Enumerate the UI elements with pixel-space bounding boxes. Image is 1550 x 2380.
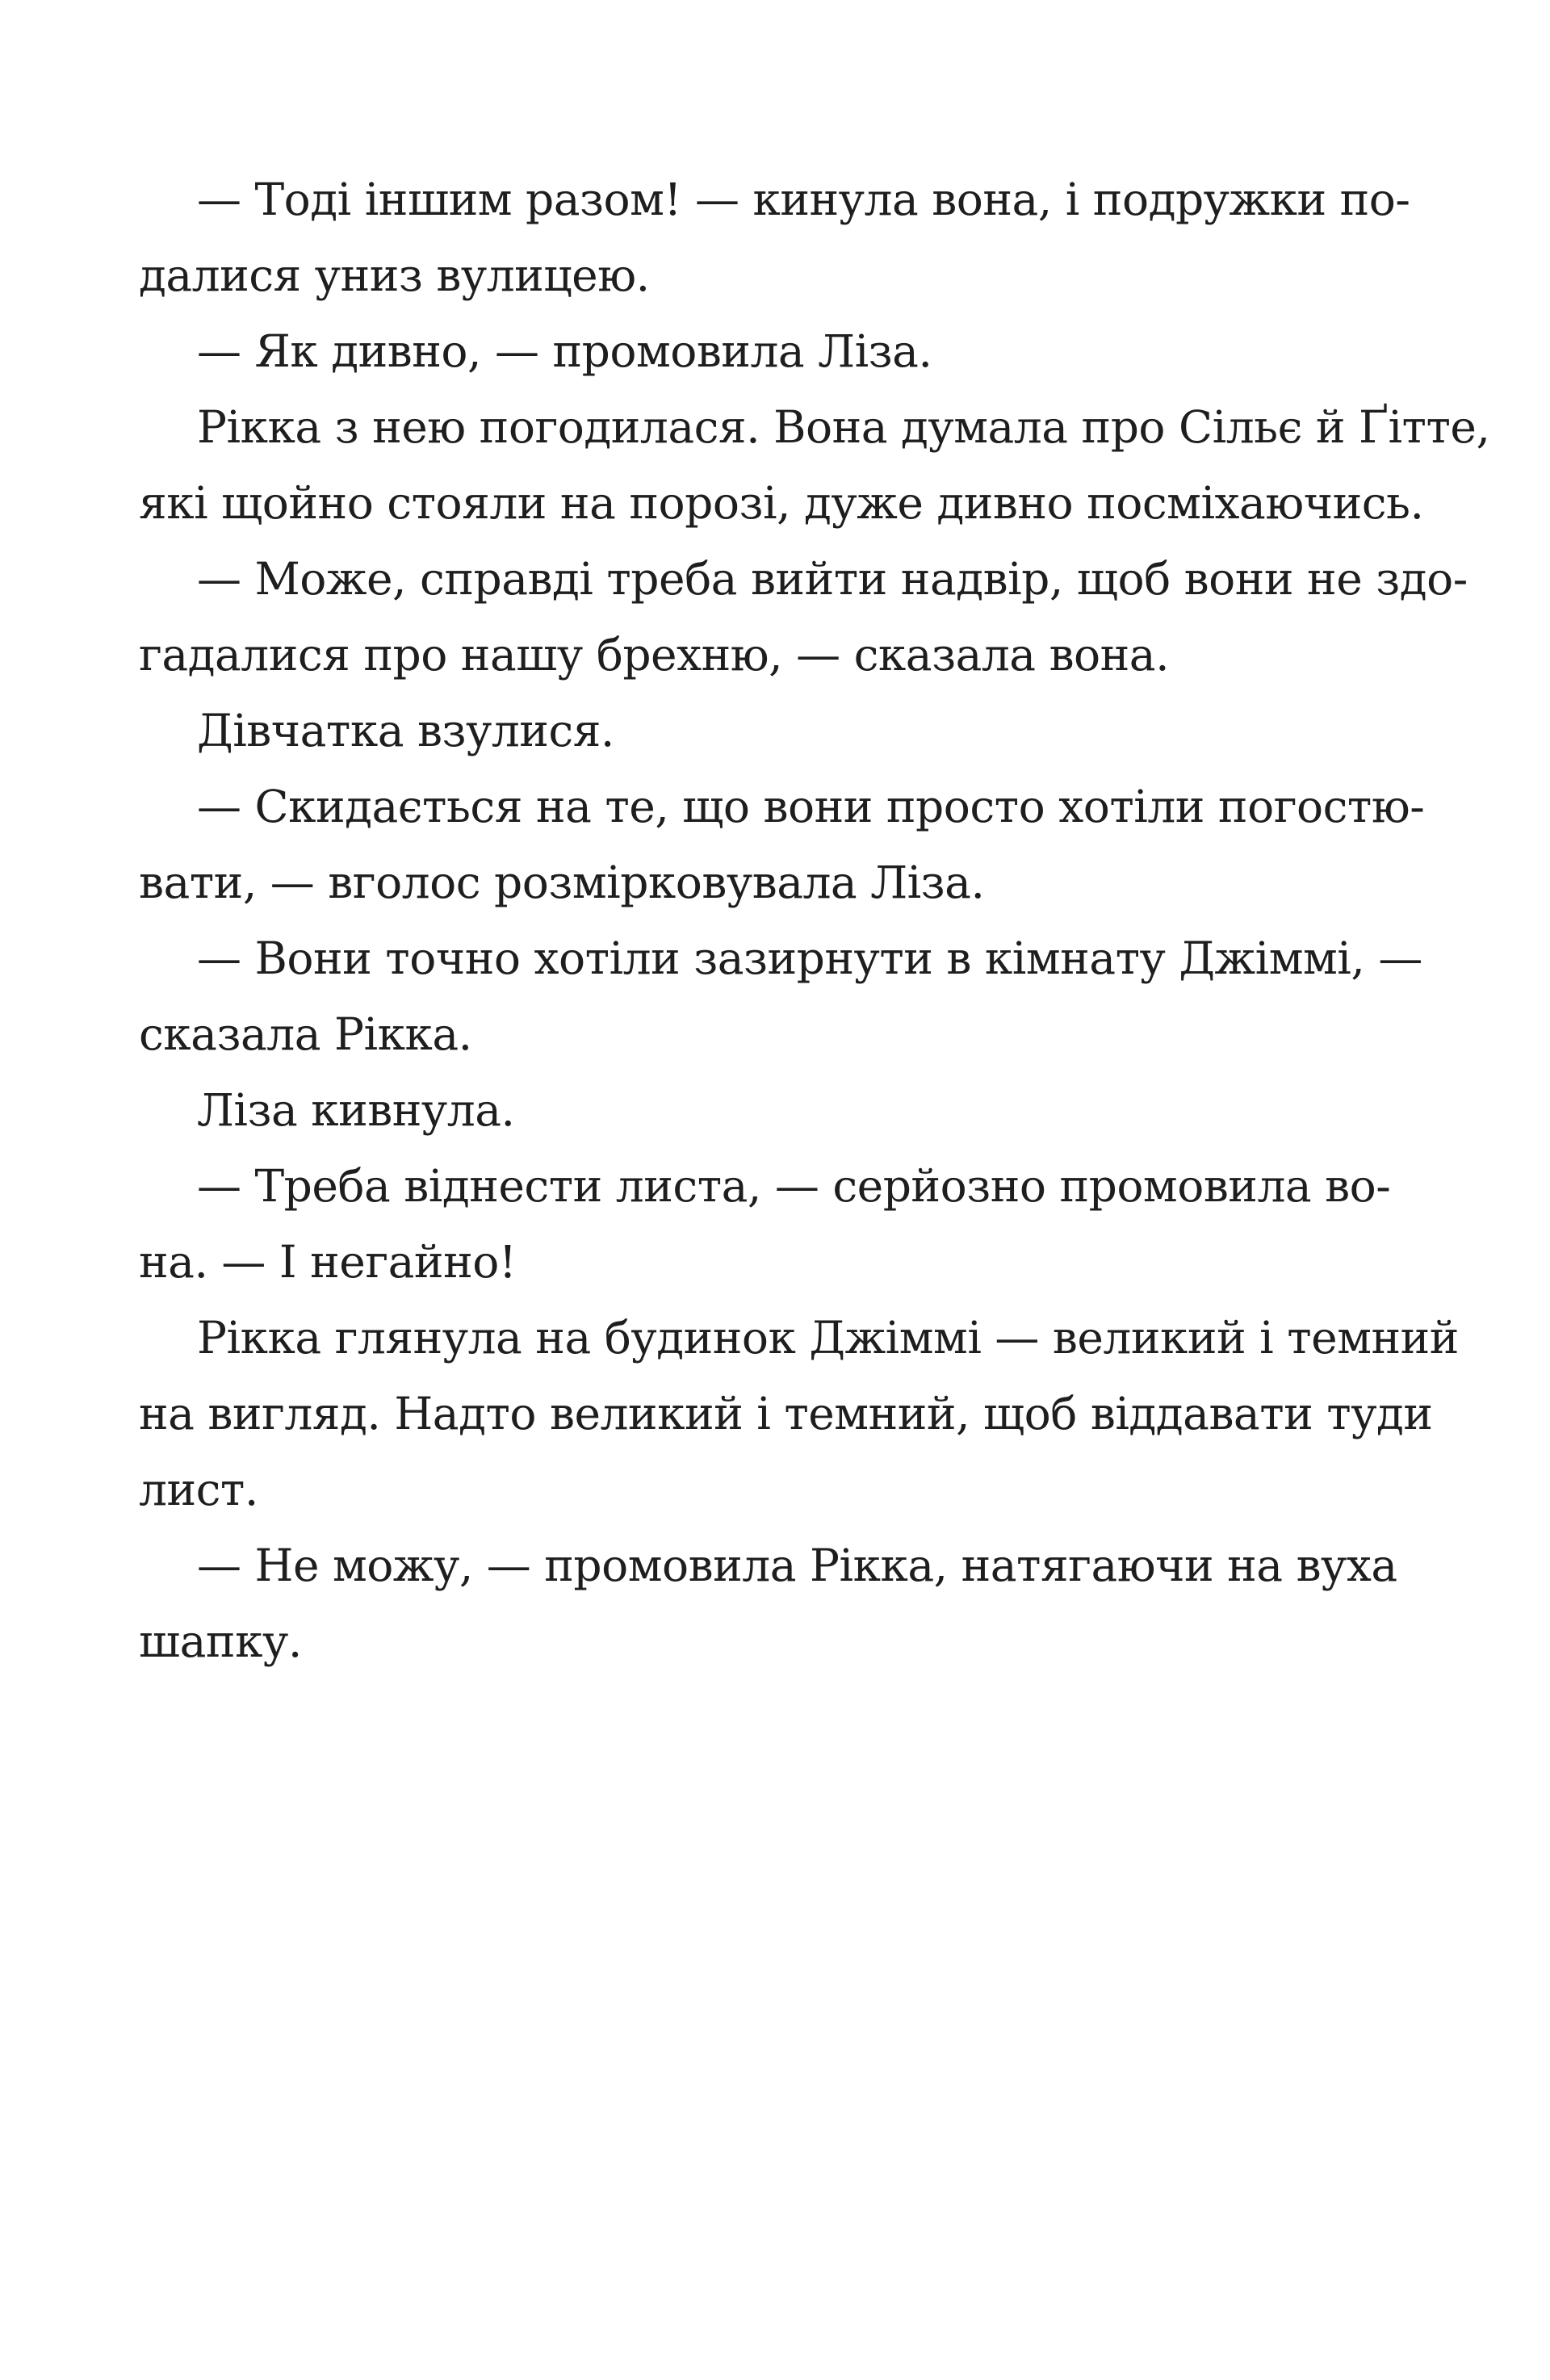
text-line: гадалися про нашу брехню, — сказала вона.	[139, 629, 1170, 681]
text-line: Рікка з нею погодилася. Вона думала про Сільє й Ґітте,	[197, 401, 1490, 453]
text-line: — Скидається на те, що вони просто хотіли погостю-	[197, 781, 1425, 832]
text-line: які щойно стояли на порозі, дуже дивно посміхаючись.	[139, 477, 1424, 529]
text-line: — Тоді іншим разом! — кинула вона, і подружки по-	[197, 174, 1410, 225]
body-text	[139, 161, 1490, 1679]
text-line: — Вони точно хотіли зазирнути в кімнату Джіммі, —	[197, 932, 1422, 984]
text-line: Дівчатка взулися.	[197, 705, 614, 756]
text-line: лист.	[139, 1464, 258, 1515]
text-line: — Як дивно, — промовила Ліза.	[197, 325, 932, 377]
text-line: на. — І негайно!	[139, 1236, 517, 1288]
text-line: далися униз вулицею.	[139, 249, 650, 301]
text-line: на вигляд. Надто великий і темний, щоб віддавати туди	[139, 1388, 1433, 1439]
text-line: Ліза кивнула.	[197, 1084, 515, 1136]
text-line: — Не можу, — промовила Рікка, натягаючи на вуха	[197, 1540, 1397, 1591]
text-line: — Може, справді треба вийти надвір, щоб вони не здо-	[197, 553, 1468, 605]
text-line: шапку.	[139, 1615, 302, 1667]
text-line: вати, — вголос розмірковувала Ліза.	[139, 857, 985, 908]
text-line: сказала Рікка.	[139, 1008, 472, 1060]
text-line: — Треба віднести листа, — серйозно промовила во-	[197, 1160, 1391, 1212]
text-line: Рікка глянула на будинок Джіммі — великий і темний	[197, 1312, 1459, 1364]
